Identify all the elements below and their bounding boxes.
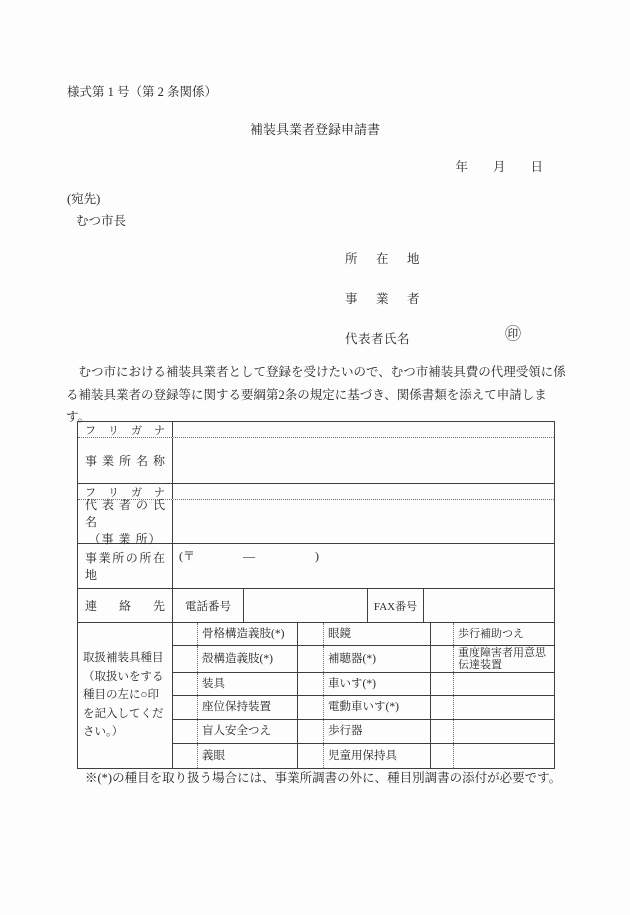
items-section-label	[78, 623, 173, 768]
item-mark-cell[interactable]	[431, 720, 454, 743]
item-mark-cell[interactable]	[173, 696, 198, 719]
item-label: 歩行器	[324, 720, 431, 743]
office-name-label: 事 業 所 名 称	[85, 454, 165, 468]
item-mark-cell[interactable]	[298, 646, 324, 672]
fax-label: FAX番号	[368, 589, 424, 622]
addressee-name: むつ市長	[76, 214, 127, 228]
items-grid-row	[173, 623, 554, 646]
item-label: 装具	[198, 673, 298, 695]
item-label: 骨格構造義肢(*)	[198, 623, 298, 645]
item-mark-cell[interactable]	[173, 744, 198, 768]
representative-name-label-sub: （事 業 所）	[88, 532, 162, 546]
item-label: 重度障害者用意思伝達装置	[458, 647, 546, 671]
item-mark-cell[interactable]	[173, 623, 198, 645]
phone-label: 電話番号	[173, 589, 244, 622]
contact-label: 連 絡 先	[85, 599, 165, 613]
item-mark-cell[interactable]	[298, 696, 324, 719]
items-label-line: を記入してくだ	[83, 707, 164, 720]
items-grid-row	[173, 696, 554, 720]
representative-name-row	[78, 500, 554, 544]
item-mark-cell[interactable]	[298, 673, 324, 695]
fax-input[interactable]	[424, 589, 554, 622]
representative-name-label-cell	[78, 498, 173, 546]
item-mark-cell[interactable]	[298, 720, 324, 743]
item-label: 児童用保持具	[324, 744, 431, 768]
form-number: 様式第 1 号（第 2 条関係）	[67, 85, 218, 99]
office-furigana-row	[78, 422, 554, 438]
office-furigana-input[interactable]	[173, 422, 554, 437]
office-furigana-label: フ リ ガ ナ	[85, 424, 165, 437]
contact-label-cell	[78, 589, 173, 622]
items-grid-row	[173, 744, 554, 768]
item-label: 補聴器(*)	[324, 646, 431, 672]
contact-row	[78, 589, 554, 623]
item-mark-cell[interactable]	[431, 744, 454, 768]
address-label: 事業所の所在地	[85, 551, 165, 582]
items-label-line: （取扱いをする	[83, 670, 164, 683]
application-statement	[66, 361, 566, 429]
application-table	[77, 421, 555, 769]
phone-input[interactable]	[244, 589, 368, 622]
items-label-line: 種目の左に○印	[83, 689, 159, 702]
item-mark-cell[interactable]	[431, 623, 454, 645]
address-row	[78, 544, 554, 589]
item-label: 殻構造義肢(*)	[198, 646, 298, 672]
office-name-row	[78, 438, 554, 484]
address-input[interactable]	[173, 544, 554, 588]
item-label: 歩行補助つえ	[458, 628, 524, 640]
addressee-label: (宛先)	[67, 192, 101, 206]
date-line: 年 月 日	[455, 160, 543, 174]
signature-representative-label: 代表者氏名	[345, 332, 411, 346]
signature-block	[345, 249, 423, 347]
items-grid-row	[173, 646, 554, 673]
page-title: 補装具業者登録申請書	[249, 122, 380, 137]
office-furigana-label-cell	[78, 422, 173, 437]
item-label	[454, 673, 554, 695]
address-label-cell	[78, 544, 173, 588]
item-label	[454, 744, 554, 768]
items-grid	[173, 623, 554, 768]
items-section	[78, 623, 554, 768]
item-label	[454, 696, 554, 719]
representative-name-label: 代 表 者 の 氏 名	[85, 498, 165, 529]
items-grid-row	[173, 720, 554, 744]
item-label: 盲人安全つえ	[198, 720, 298, 743]
item-mark-cell[interactable]	[173, 673, 198, 695]
office-name-label-cell	[78, 438, 173, 483]
item-mark-cell[interactable]	[431, 646, 454, 672]
seal-mark-icon: ㊞	[505, 326, 522, 343]
statement-line-1: むつ市における補装具業者として登録を受けたいので、むつ市補装具費の代理受領に係	[66, 365, 566, 379]
signature-location-label: 所 在 地	[345, 252, 423, 266]
signature-business-label: 事 業 者	[345, 292, 423, 306]
items-label-line: さい。）	[83, 726, 124, 739]
item-mark-cell[interactable]	[431, 696, 454, 719]
item-label	[454, 720, 554, 743]
item-label: 車いす(*)	[324, 673, 431, 695]
item-label: 義眼	[198, 744, 298, 768]
item-mark-cell[interactable]	[431, 673, 454, 695]
item-label: 座位保持装置	[198, 696, 298, 719]
item-mark-cell[interactable]	[298, 744, 324, 768]
item-mark-cell[interactable]	[173, 720, 198, 743]
postal-code-template: (〒 ― )	[179, 549, 319, 563]
item-label: 電動車いす(*)	[324, 696, 431, 719]
office-name-input[interactable]	[173, 438, 554, 483]
items-grid-row	[173, 673, 554, 696]
item-mark-cell[interactable]	[298, 623, 324, 645]
item-label: 眼鏡	[324, 623, 431, 645]
representative-furigana-input[interactable]	[173, 484, 554, 499]
statement-line-2: る補装具業者の登録等に関する要綱第2条の規定に基づき、関係書類を添えて申請します。	[66, 387, 547, 424]
representative-furigana-label: フ リ ガ ナ	[85, 486, 165, 499]
footnote: ※(*)の種目を取り扱う場合には、事業所調書の外に、種目別調書の添付が必要です。	[85, 771, 562, 785]
items-label-line: 取扱補装具種目	[83, 652, 164, 665]
item-mark-cell[interactable]	[173, 646, 198, 672]
representative-name-input[interactable]	[173, 500, 554, 543]
